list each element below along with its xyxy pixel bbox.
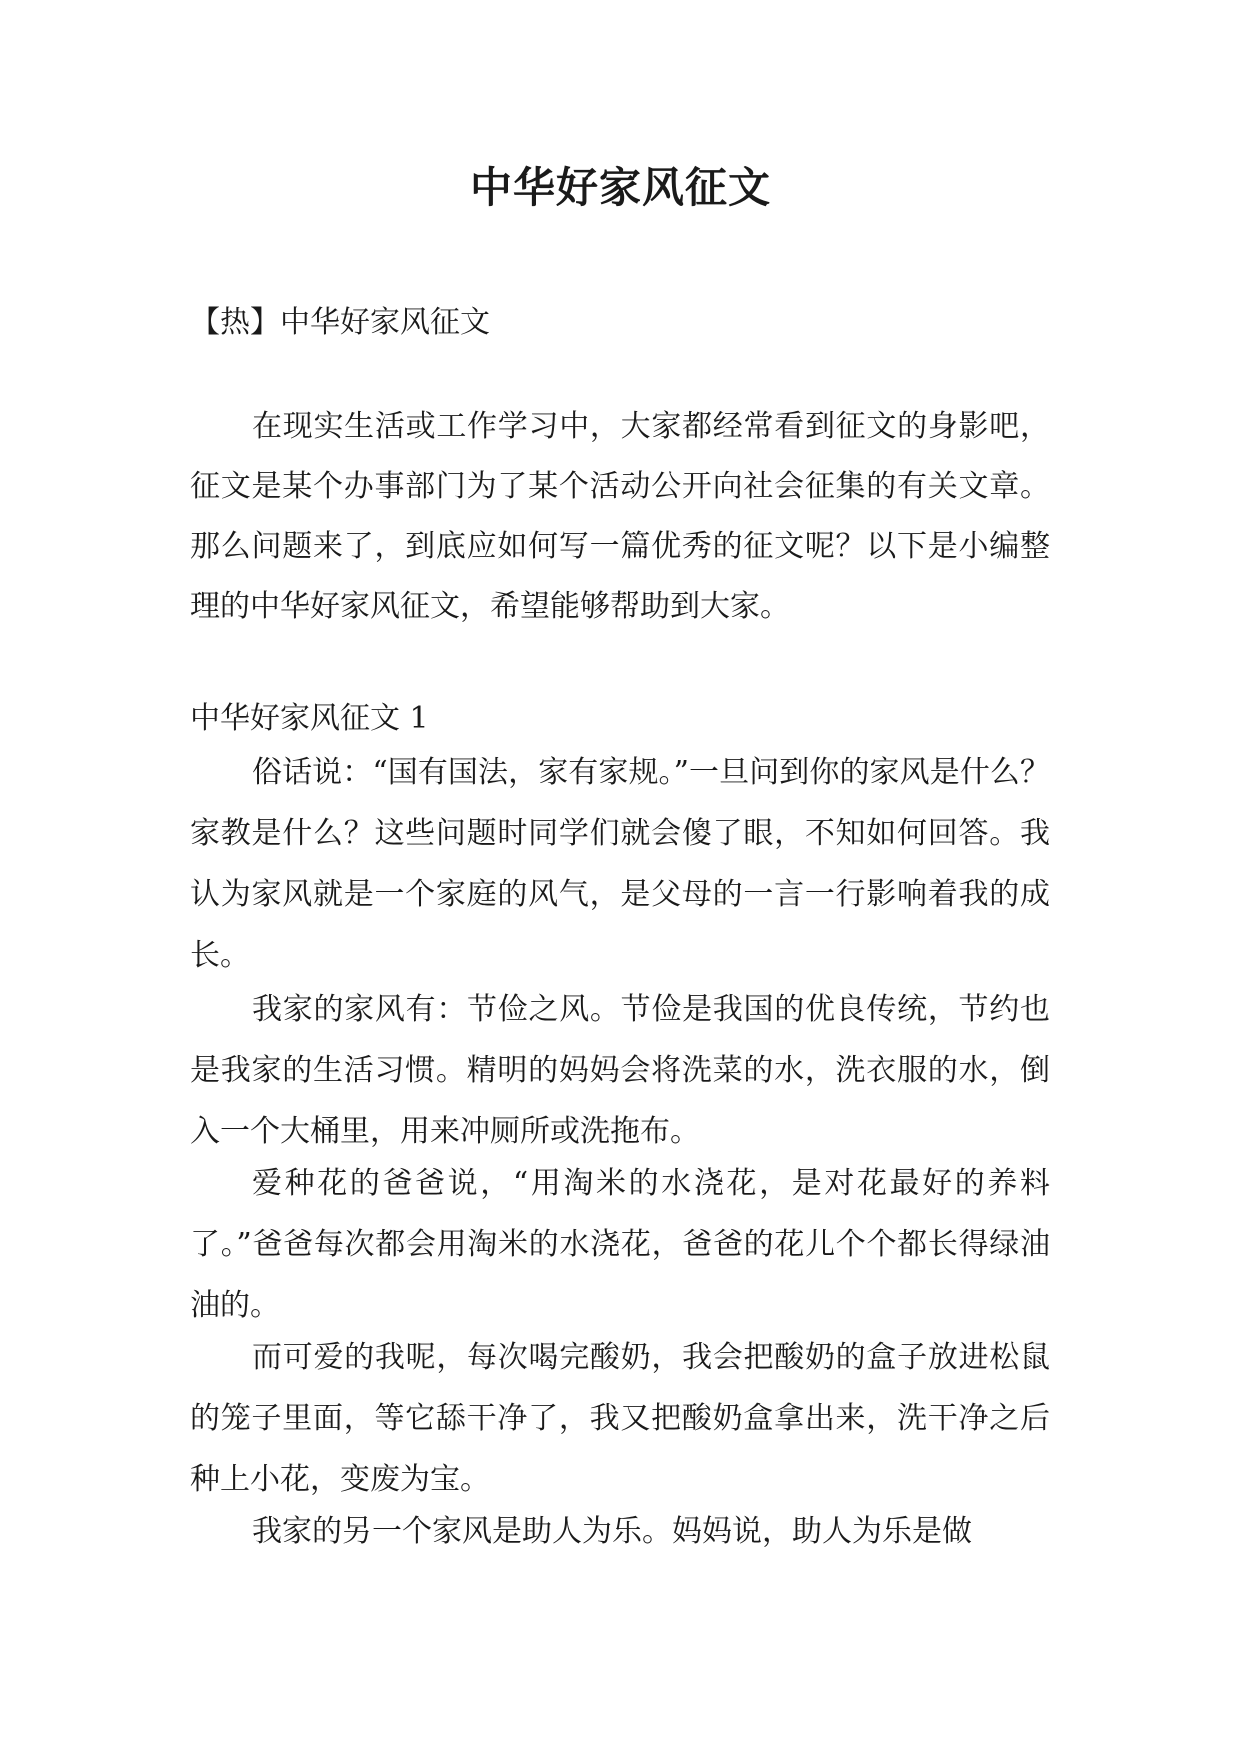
intro-paragraph: 在现实生活或工作学习中，大家都经常看到征文的身影吧，征文是某个办事部门为了某个活动公开向社会征集的有关文章。那么问题来了，到底应如何写一篇优秀的征文呢？以下是小编整理的中华好家风征文，希望能够帮助到大家。 — [190, 409, 1050, 624]
body-paragraph: 而可爱的我呢，每次喝完酸奶，我会把酸奶的盒子放进松鼠的笼子里面，等它舔干净了，我又把酸奶盒拿出来，洗干净之后种上小花，变废为宝。 — [190, 1340, 1050, 1497]
body-paragraph: 俗话说：“国有国法，家有家规。”一旦问到你的家风是什么？家教是什么？这些问题时同学们就会傻了眼，不知如何回答。我认为家风就是一个家庭的风气，是父母的一言一行影响着我的成长。 — [190, 755, 1050, 973]
document-subtitle: 【热】中华好家风征文 — [190, 305, 490, 340]
section-heading: 中华好家风征文 1 — [190, 701, 429, 736]
body-paragraph: 我家的家风有：节俭之风。节俭是我国的优良传统，节约也是我家的生活习惯。精明的妈妈会将洗菜的水，洗衣服的水，倒入一个大桶里，用来冲厕所或洗拖布。 — [190, 992, 1050, 1149]
document-title: 中华好家风征文 — [469, 163, 771, 212]
body-paragraph: 我家的另一个家风是助人为乐。妈妈说，助人为乐是做 — [252, 1514, 972, 1549]
body-paragraph: 爱种花的爸爸说，“用淘米的水浇花，是对花最好的养料了。”爸爸每次都会用淘米的水浇花，爸爸的花儿个个都长得绿油油的。 — [190, 1166, 1050, 1323]
